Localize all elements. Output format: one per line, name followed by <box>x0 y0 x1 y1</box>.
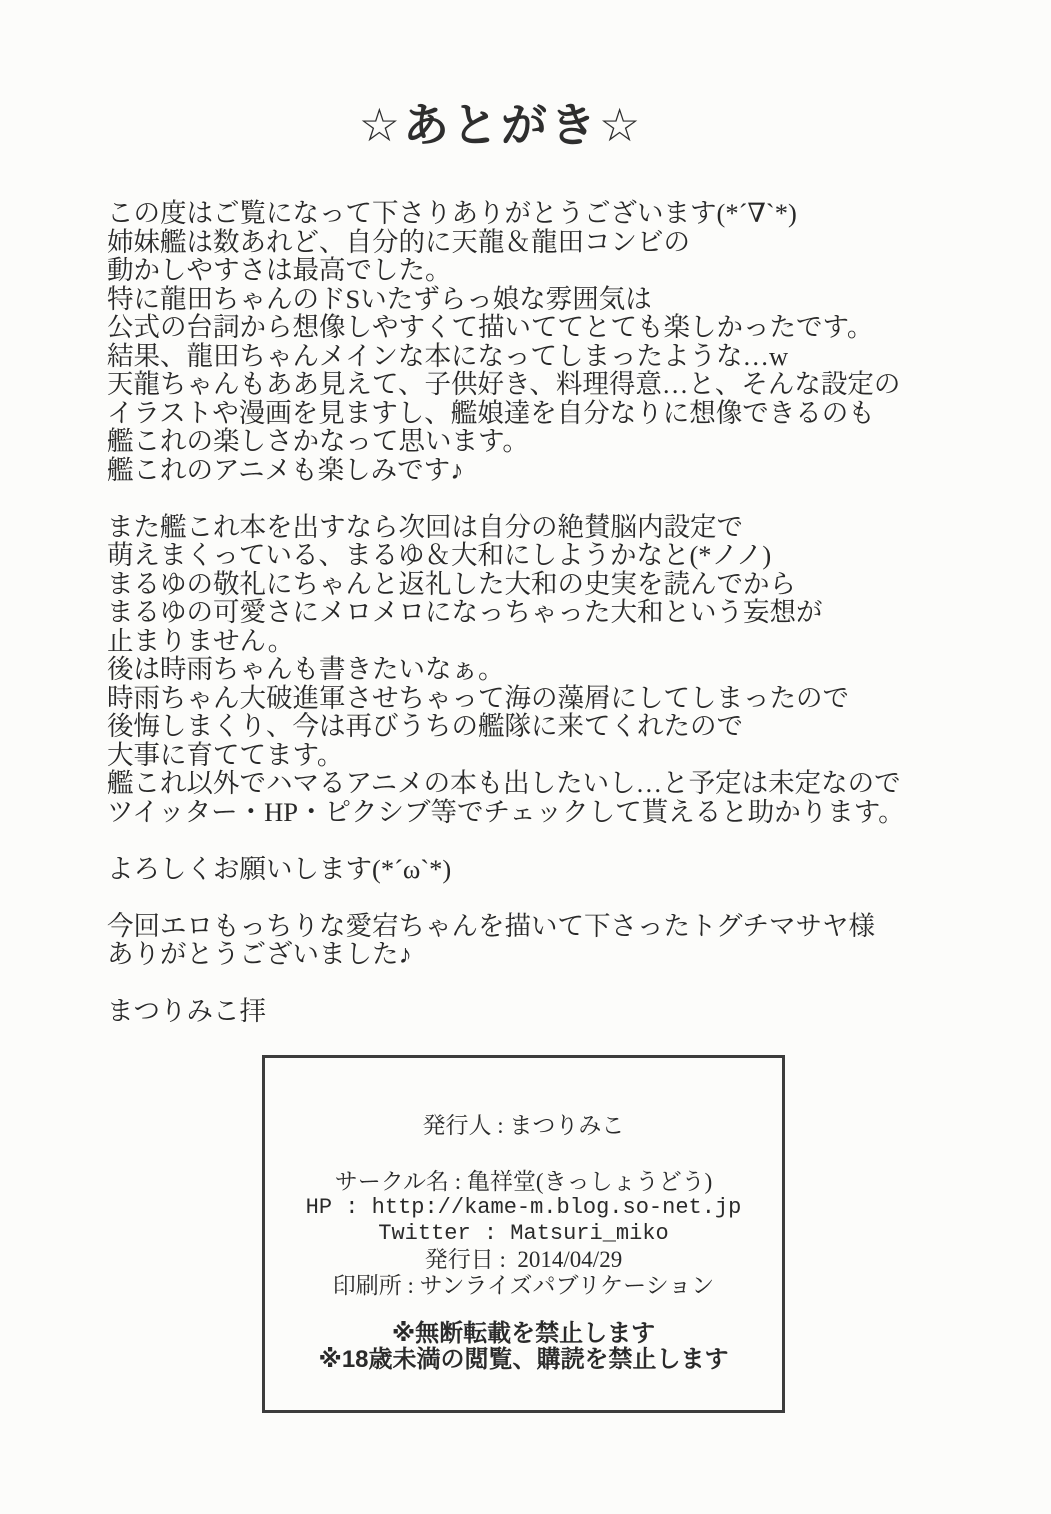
body-line: まるゆの可愛さにメロメロになっちゃった大和という妄想が <box>107 597 823 627</box>
spacer <box>265 1299 782 1321</box>
page-title: ☆あとがき☆ <box>358 98 644 152</box>
body-line: また艦これ本を出すなら次回は自分の絶賛脳内設定で <box>107 511 743 542</box>
blank-line <box>107 826 987 855</box>
body-line: 特に龍田ちゃんのドSいたずらっ娘な雰囲気は <box>107 283 652 314</box>
body-line: 動かしやすさは最高でした。 <box>107 255 452 285</box>
afterword-body <box>107 199 987 1026</box>
body-line: 萌えまくっている、まるゆ＆大和にしようかなと(*ノノ) <box>107 540 772 570</box>
circle-line: サークル名 : 亀祥堂(きっしょうどう) <box>334 1169 713 1194</box>
publish-date-line: 発行日 : 2014/04/29 <box>424 1247 623 1272</box>
body-line: イラストや漫画を見ますし、艦娘達を自分なりに想像できるのも <box>107 397 875 428</box>
body-line: 姉妹艦は数あれど、自分的に天龍＆龍田コンビの <box>107 226 690 257</box>
spacer <box>265 1139 782 1169</box>
body-line: まるゆの敬礼にちゃんと返礼した大和の史実を読んでから <box>107 568 796 599</box>
body-line: 艦これの楽しさかなって思います。 <box>107 426 529 456</box>
notice-reprint-line: ※無断転載を禁止します <box>391 1320 656 1347</box>
printer-line: 印刷所 : サンライズパブリケーション <box>332 1273 715 1298</box>
body-line: 大事に育ててます。 <box>107 739 344 770</box>
body-line: 後悔しまくり、今は再びうちの艦隊に来てくれたので <box>107 711 743 741</box>
body-line: 後は時雨ちゃんも書きたいなぁ。 <box>107 654 505 684</box>
publisher-line: 発行人 : まつりみこ <box>422 1113 625 1138</box>
body-line: 艦これのアニメも楽しみです♪ <box>107 454 464 485</box>
blank-line <box>107 969 987 998</box>
colophon-box <box>262 1055 785 1413</box>
body-line: 艦これ以外でハマるアニメの本も出したいし…と予定は未定なので <box>107 768 901 798</box>
body-line: 公式の台詞から想像しやすくて描いててとても楽しかったです。 <box>107 312 874 342</box>
body-line: 天龍ちゃんもああ見えて、子供好き、料理得意…と、そんな設定の <box>107 369 901 399</box>
body-line: 時雨ちゃん大破進軍させちゃって海の藻屑にしてしまったので <box>107 682 849 713</box>
hp-line: HP : http://kame-m.blog.so-net.jp <box>305 1195 742 1220</box>
blank-line <box>107 484 987 513</box>
body-line: 結果、龍田ちゃんメインな本になってしまったような…w <box>107 340 789 371</box>
body-line: ありがとうございました♪ <box>107 939 412 969</box>
body-line: この度はご覧になって下さりありがとうございます(*´∇`*) <box>107 198 797 228</box>
signature: まつりみこ拝 <box>107 996 266 1026</box>
body-line: 今回エロもっちりな愛宕ちゃんを描いて下さったトグチマサヤ様 <box>107 910 875 941</box>
body-line: 止まりません。 <box>107 625 295 656</box>
body-line: よろしくお願いします(*´ω`*) <box>107 853 452 884</box>
blank-line <box>107 883 987 912</box>
notice-age-line: ※18歳未満の閲覧、購読を禁止します <box>318 1346 729 1373</box>
body-line: ツイッター・HP・ピクシブ等でチェックして貰えると助かります。 <box>107 796 905 827</box>
twitter-line: Twitter : Matsuri_miko <box>378 1221 669 1246</box>
